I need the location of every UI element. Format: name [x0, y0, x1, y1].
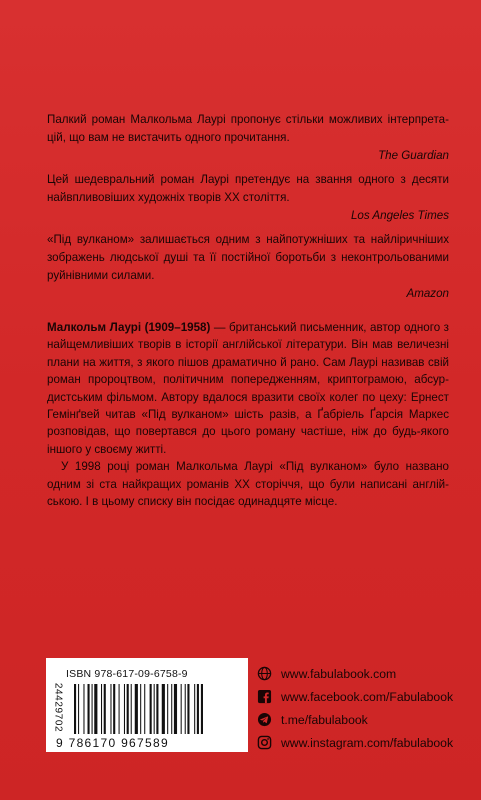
review-quote: «Під вулканом» залишається одним з найпотужніших та найліричніших зображень людської душі та її постійної боротьби з неконтрольованими руйнівними силами. — [47, 233, 449, 282]
bio-text: — британський письменник, автор одного з найщемливіших творів в історії англійської літератури. Він мав величезні плани на життя, з якого пішов драматично й рано. Сам Лаурі називав свій роман пророцтвом, політичним попередженням, криптограмою, абсурдистським фільмом. Автору вдалося вразити своїх колег по цеху: Ернест Гемінґвей читав «Під вулканом» шість разів, а Ґабріель Ґарсія Маркес розповідав, що повертався до цього роману частіше, ніж до будь-якого іншого у своєму житті. — [47, 321, 449, 456]
telegram-icon — [257, 712, 272, 727]
publisher-links — [257, 662, 457, 754]
review-quote: Цей шедевральний роман Лаурі претендує на звання одного з десяти найвпливовіших художніх творів XX століття. — [47, 173, 449, 204]
barcode-digits: 9 786170 967589 — [56, 736, 169, 750]
barcode-bars — [74, 684, 234, 734]
bio-paragraph: У 1998 році роман Малкольма Лаурі «Під вулканом» було названо одним зі ста найкращих романів XX сторіччя, що були написані англійською. І в цьому списку він посідає одинадцяте місце. — [47, 460, 449, 509]
bio-paragraph — [47, 319, 449, 458]
globe-icon — [257, 666, 272, 681]
review-source: Amazon — [406, 287, 449, 300]
review-source: Los Angeles Times — [350, 209, 449, 222]
link-text: www.fabulabook.com — [281, 666, 397, 681]
review-source: The Guardian — [378, 149, 449, 162]
link-instagram[interactable] — [257, 731, 457, 754]
instagram-icon — [257, 735, 272, 750]
link-text: www.instagram.com/fabulabook — [281, 735, 454, 750]
link-telegram[interactable] — [257, 708, 457, 731]
link-facebook[interactable] — [257, 685, 457, 708]
barcode-panel — [46, 658, 248, 752]
facebook-icon — [257, 689, 272, 704]
author-name: Малкольм Лаурі (1909–1958) — [47, 321, 211, 334]
link-text: www.facebook.com/Fabulabook — [281, 689, 454, 704]
isbn-label: ISBN 978-617-09-6758-9 — [66, 668, 188, 680]
link-website[interactable] — [257, 662, 457, 685]
review-quote: Палкий роман Малкольма Лаурі пропонує стільки можливих інтерпретацій, що вам не вистачить одного прочитання. — [47, 113, 449, 144]
author-bio — [47, 319, 449, 510]
link-text: t.me/fabulabook — [281, 712, 368, 727]
reviews-section — [47, 111, 449, 309]
side-code-text: 24429702 — [52, 682, 64, 733]
